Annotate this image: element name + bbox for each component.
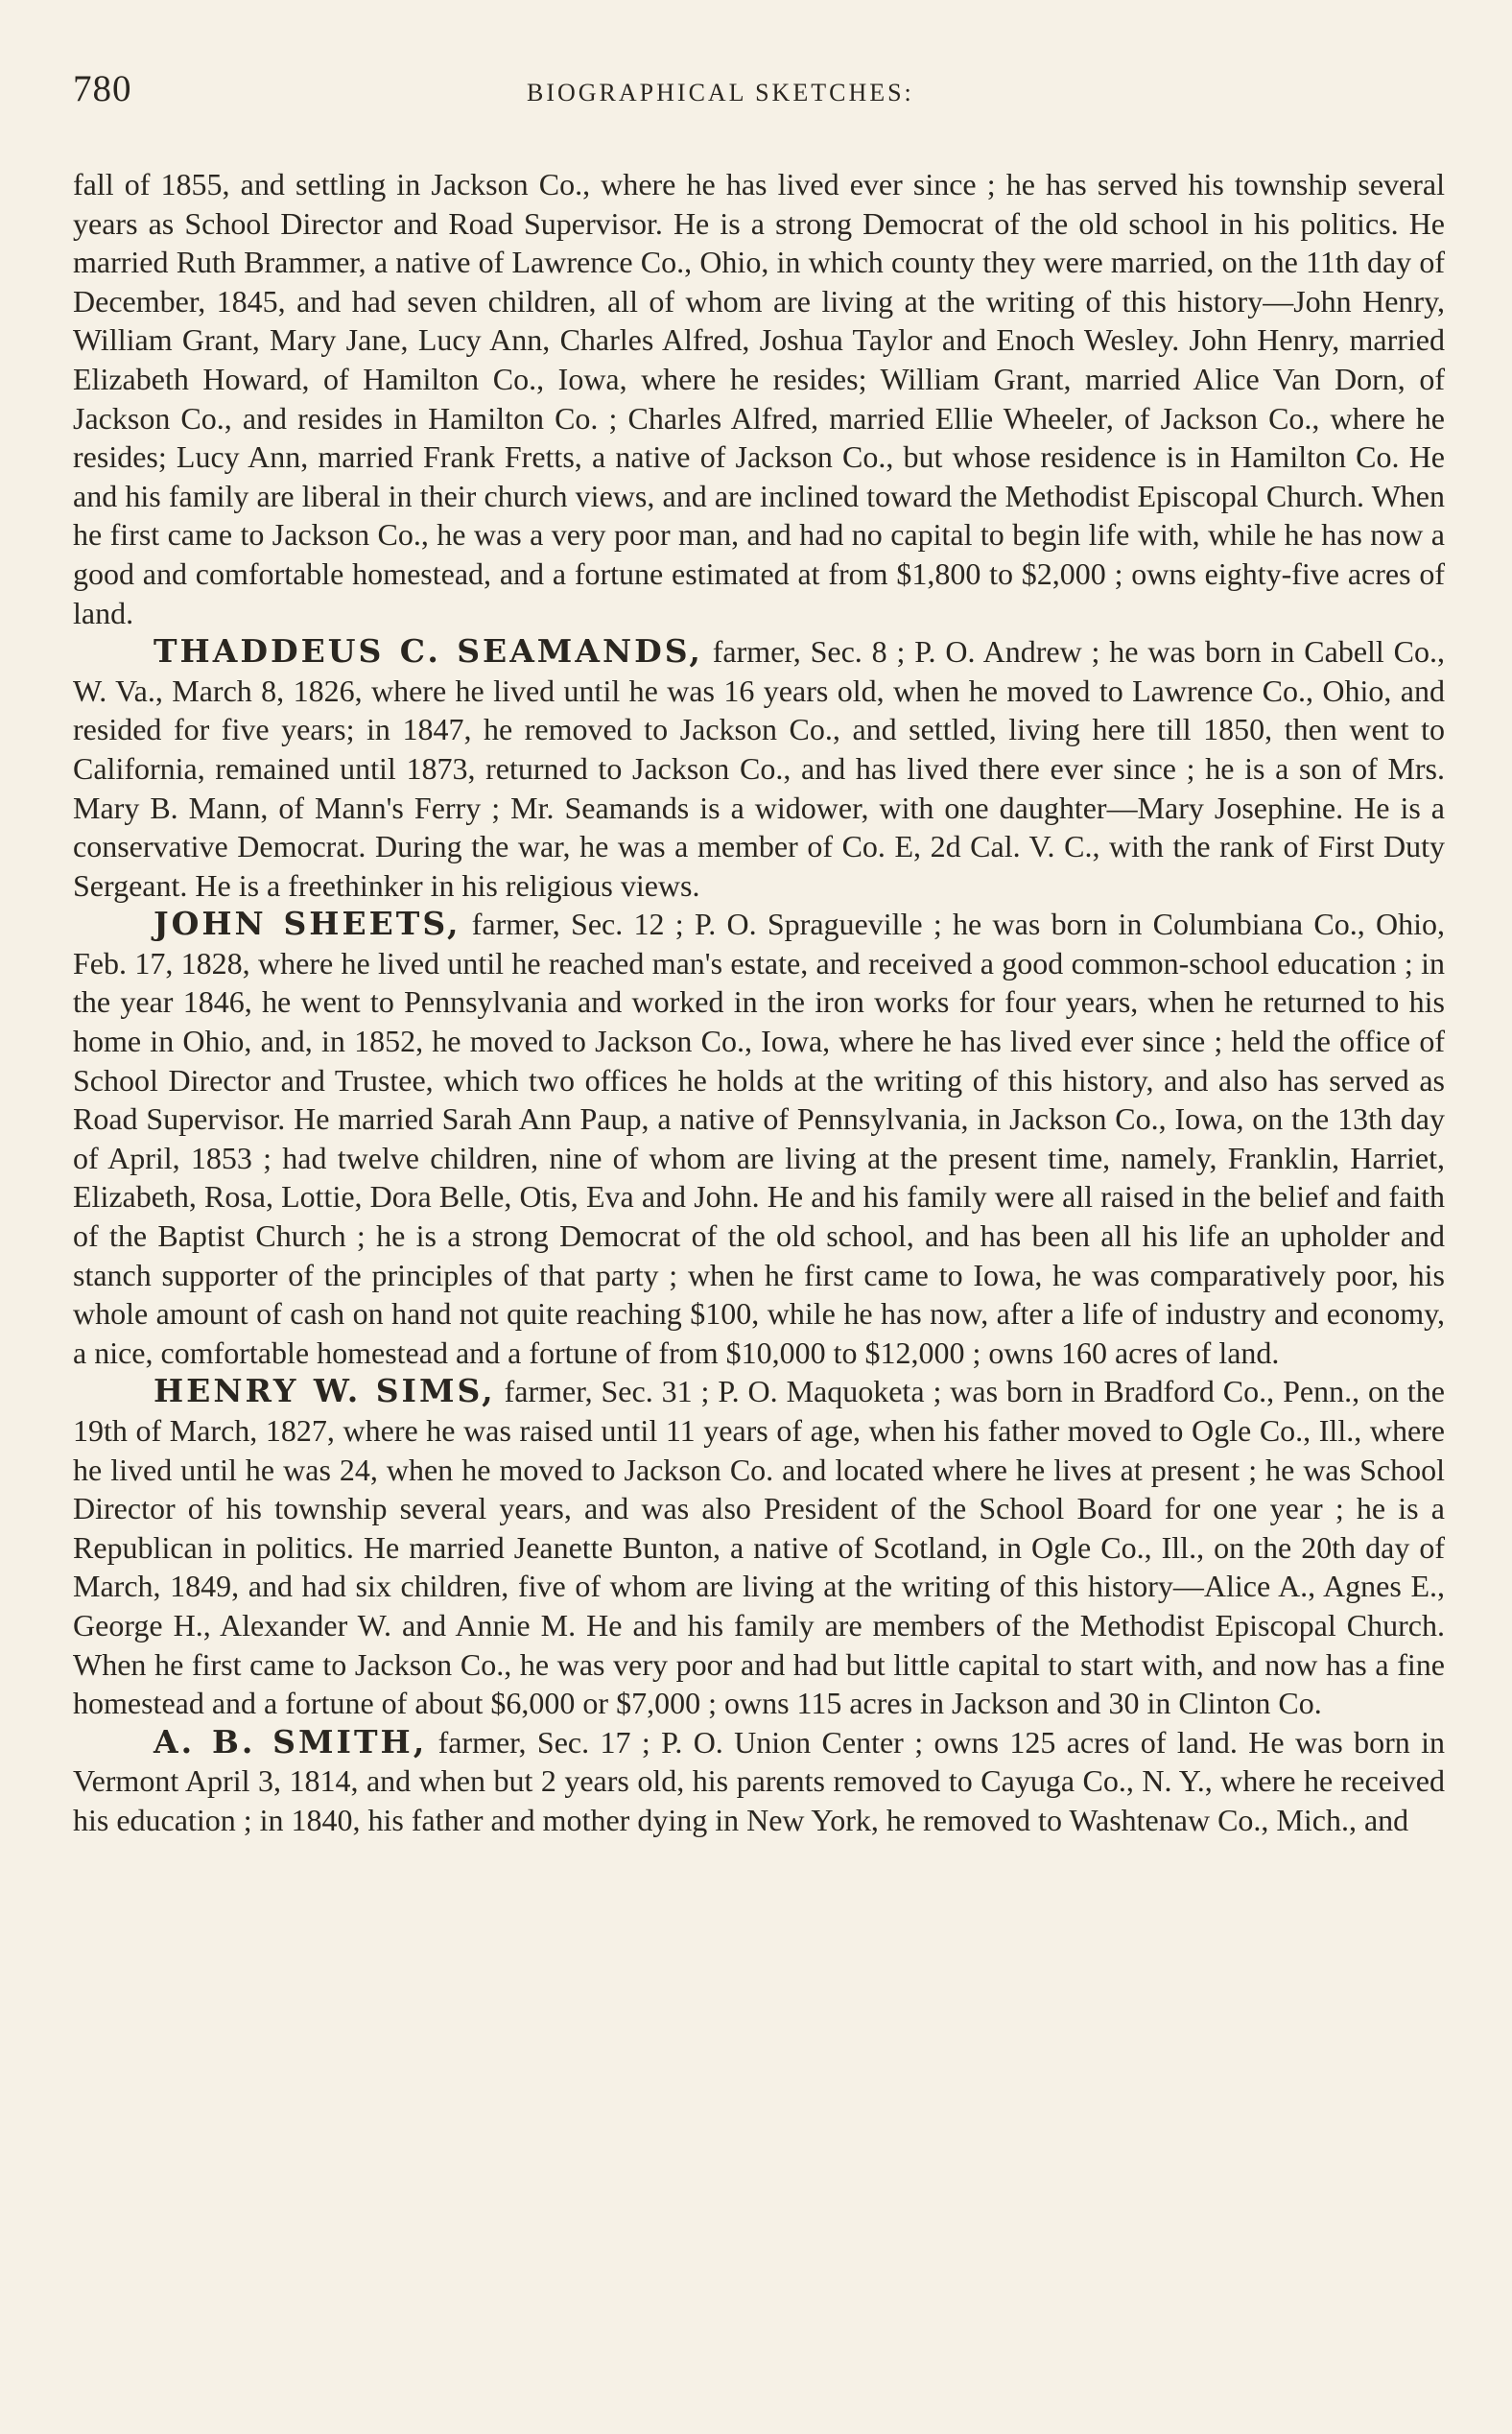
subject-name: HENRY W. SIMS, [154, 1372, 496, 1410]
subject-name: A. B. SMITH, [154, 1722, 428, 1761]
sketch-text: farmer, Sec. 17 ; P. O. Union Center ; owns 125 acres of land. He was born in Vermont April 3, 1814, and when but 2 years old, his parents removed to Cayuga Co., N. Y., where he received his education ; in 1840, his father and mother dying in New York, he removed to Washtenaw Co., Mich., and [73, 1724, 1445, 1837]
continuation-paragraph: fall of 1855, and settling in Jackson Co., where he has lived ever since ; he has served his township several years as School Director and Road Supervisor. He is a strong Democrat of the old school in his politics. He married Ruth Brammer, a native of Lawrence Co., Ohio, in which county they were married, on the 11th day of December, 1845, and had seven children, all of whom are living at the writing of this history—John Henry, William Grant, Mary Jane, Lucy Ann, Charles Alfred, Joshua Taylor and Enoch Wesley. John Henry, married Elizabeth Howard, of Hamilton Co., Iowa, where he resides; William Grant, married Alice Van Dorn, of Jackson Co., and resides in Hamilton Co. ; Charles Alfred, married Ellie Wheeler, of Jackson Co., where he resides; Lucy Ann, married Frank Fretts, a native of Jackson Co., but whose residence is in Hamilton Co. He and his family are liberal in their church views, and are inclined toward the Methodist Episcopal Church. When he first came to Jackson Co., he was a very poor man, and had no capital to begin life with, while he has now a good and comfortable homestead, and a fortune estimated at from $1,800 to $2,000 ; owns eighty-five acres of land. [73, 167, 1445, 630]
book-page [73, 67, 1445, 2389]
sketch-paragraph [73, 632, 1445, 905]
sketch-paragraph [73, 1372, 1445, 1722]
sketch-text: farmer, Sec. 31 ; P. O. Maquoketa ; was born in Bradford Co., Penn., on the 19th of March, 1827, where he was raised until 11 years of age, when his father moved to Ogle Co., Ill., where he lived until he was 24, when he moved to Jackson Co. and located where he lives at present ; he was School Director of his township several years, and was also President of the School Board for one year ; he is a Republican in politics. He married Jeanette Bunton, a native of Scotland, in Ogle Co., Ill., on the 20th day of March, 1849, and had six children, five of whom are living at the writing of this history—Alice A., Agnes E., George H., Alexander W. and Annie M. He and his family are members of the Methodist Episcopal Church. When he first came to Jackson Co., he was very poor and had but little capital to start with, and now has a fine homestead and a fortune of about $6,000 or $7,000 ; owns 115 acres in Jackson and 30 in Clinton Co. [73, 1374, 1446, 1721]
subject-name: JOHN SHEETS, [154, 905, 461, 943]
body-text [73, 165, 1445, 1840]
sketch-text: farmer, Sec. 8 ; P. O. Andrew ; he was born in Cabell Co., W. Va., March 8, 1826, where he lived until he was 16 years old, when he moved to Lawrence Co., Ohio, and resided for five years; in 1847, he removed to Jackson Co., and settled, living here till 1850, then went to California, remained until 1873, returned to Jackson Co., and has lived there ever since ; he is a son of Mrs. Mary B. Mann, of Mann's Ferry ; Mr. Seamands is a widower, with one daughter—Mary Josephine. He is a conservative Democrat. During the war, he was a member of Co. E, 2d Cal. V. C., with the rank of First Duty Sergeant. He is a freethinker in his religious views. [73, 634, 1446, 903]
running-title: BIOGRAPHICAL SKETCHES: [527, 79, 914, 106]
page-number: 780 [73, 68, 132, 109]
sketch-paragraph [73, 905, 1445, 1372]
sketch-paragraph [73, 1723, 1445, 1840]
subject-name: THADDEUS C. SEAMANDS, [154, 632, 703, 671]
sketch-text: farmer, Sec. 12 ; P. O. Spragueville ; he was born in Columbiana Co., Ohio, Feb. 17, 1828, where he lived until he reached man's estate, and received a good common-school education ; in the year 1846, he went to Pennsylvania and worked in the iron works for four years, when he returned to his home in Ohio, and, in 1852, he moved to Jackson Co., Iowa, where he has lived ever since ; held the office of School Director and Trustee, which two offices he holds at the writing of this history, and also has served as Road Supervisor. He married Sarah Ann Paup, a native of Pennsylvania, in Jackson Co., Iowa, on the 13th day of April, 1853 ; had twelve children, nine of whom are living at the present time, namely, Franklin, Harriet, Elizabeth, Rosa, Lottie, Dora Belle, Otis, Eva and John. He and his family were all raised in the belief and faith of the Baptist Church ; he is a strong Democrat of the old school, and has been all his life an upholder and stanch supporter of the principles of that party ; when he first came to Iowa, he was comparatively poor, his whole amount of cash on hand not quite reaching $100, while he has now, after a life of industry and economy, a nice, comfortable homestead and a fortune of from $10,000 to $12,000 ; owns 160 acres of land. [73, 907, 1446, 1370]
running-head [73, 67, 1445, 125]
